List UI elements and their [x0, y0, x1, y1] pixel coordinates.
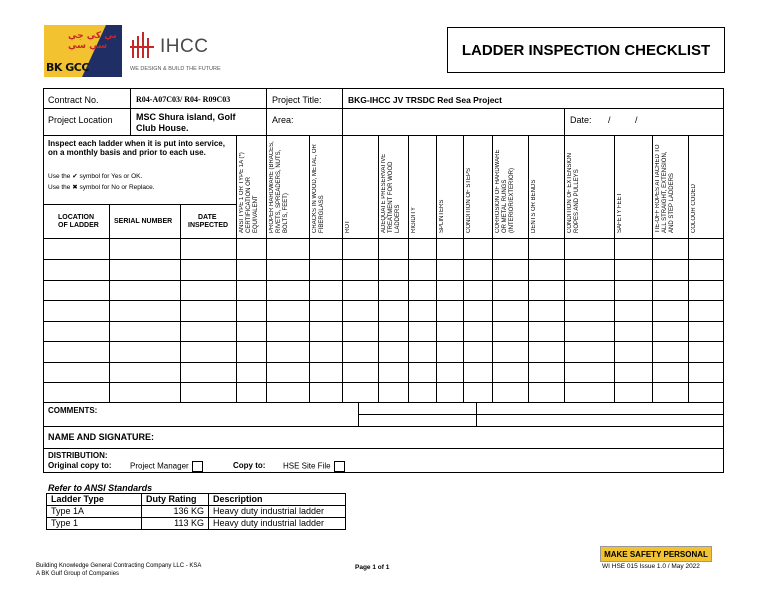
safety-slogan: MAKE SAFETY PERSONAL: [600, 546, 712, 562]
ansi-table: [46, 493, 346, 530]
col-header-vertical: DENTS OR BENDS: [531, 179, 537, 233]
instruction-line-2: on a monthly basis and prior to each use.: [48, 148, 206, 157]
contract-value: R04-A07C03/ R04- R09C03: [136, 95, 231, 104]
date-label: Date:: [570, 115, 592, 125]
grid-column-line: [180, 204, 181, 402]
col-header-vertical: PROPER HARDWARE (BRACES, RIVETS, SPREADERS, NUTS, BOLTS, FEET): [269, 141, 289, 233]
bk-gcc-logo: [44, 25, 122, 77]
ansi-header-description: Description: [209, 494, 346, 506]
doc-reference: WI HSE 015 Issue 1.0 / May 2022: [602, 563, 700, 570]
hse-site-file-option: [283, 461, 345, 472]
date-sep-1: /: [608, 115, 611, 125]
name-signature-label: NAME AND SIGNATURE:: [48, 432, 154, 442]
company-line-1: Building Knowledge General Contracting Company LLC - KSA: [36, 563, 202, 569]
col-header-vertical: ANSI TYPE 1 OR TYPE 1A (*) CERTIFICATION OR EQUIVALENT: [239, 152, 259, 233]
copy-to-label: Copy to:: [233, 461, 266, 470]
col-date-1: DATE: [198, 214, 217, 221]
bk-logo-text: BK GCC: [46, 61, 89, 74]
ansi-header-duty: Duty Rating: [142, 494, 209, 506]
col-header-vertical: ADEQUATE PRESERVATIVE TREATMENT FOR WOOD LADDERS: [381, 153, 401, 233]
original-copy-label: Original copy to:: [48, 461, 112, 470]
project-location-value-2: Club House.: [136, 123, 189, 133]
company-line-2: A BK Gulf Group of Companies: [36, 571, 120, 577]
ansi-cell: Type 1: [47, 518, 142, 530]
ansi-cell: Heavy duty industrial ladder: [209, 506, 346, 518]
col-header-vertical: CORROSION OF HARDWARE OR METAL RUNGS (INTERIOR/EXTERIOR): [495, 149, 515, 233]
col-header-vertical: TIE-OFF ROPES ATTACHED TO ALL STRAIGHT, EXTENSION, AND STEP LADDERS: [655, 144, 675, 233]
ihcc-mark-icon: [130, 32, 156, 62]
bk-logo-arabic: بي كي جي سي سي: [68, 31, 117, 51]
col-date-2: INSPECTED: [188, 222, 229, 229]
ansi-cell: 113 KG: [142, 518, 209, 530]
col-header-vertical: CRACKS IN WOOD, METAL, OR FIBERGLASS: [312, 144, 325, 233]
project-location-label: Project Location: [48, 115, 113, 125]
col-header-vertical: RIGIDITY: [411, 206, 417, 233]
page-number: Page 1 of 1: [355, 564, 390, 571]
hse-site-file-label: HSE Site File: [283, 461, 331, 471]
grid-row-line: [43, 362, 724, 363]
col-header-vertical: COLOUR CODED: [691, 183, 697, 233]
ansi-title: Refer to ANSI Standards: [48, 483, 153, 493]
ansi-cell: Heavy duty industrial ladder: [209, 518, 346, 530]
page-title: LADDER INSPECTION CHECKLIST: [447, 27, 725, 73]
grid-row-line: [43, 382, 724, 383]
table-row: [47, 506, 346, 518]
ihcc-word: IHCC: [160, 36, 209, 57]
ansi-header-row: [47, 494, 346, 506]
ansi-header-type: Ladder Type: [47, 494, 142, 506]
col-header-vertical: CONDITION OF STEPS: [466, 167, 472, 233]
distribution-label: DISTRIBUTION:: [48, 451, 108, 460]
ihcc-logo: [128, 30, 228, 76]
grid-row-line: [43, 341, 724, 342]
col-serial: SERIAL NUMBER: [114, 218, 173, 225]
col-header-vertical: SAFETY FEET: [617, 192, 623, 233]
col-location-2: OF LADDER: [58, 222, 99, 229]
grid-row-line: [43, 280, 724, 281]
area-label: Area:: [272, 115, 294, 125]
grid-row-line: [43, 300, 724, 301]
instruction-no: Use the ✖ symbol for No or Replace.: [48, 184, 155, 191]
project-manager-label: Project Manager: [130, 461, 189, 471]
date-sep-2: /: [635, 115, 638, 125]
ihcc-tagline: WE DESIGN & BUILD THE FUTURE: [130, 66, 221, 72]
instruction-line-1: Inspect each ladder when it is put into service,: [48, 139, 225, 148]
col-header-vertical: ROT: [345, 220, 351, 233]
grid-row-line: [43, 259, 724, 260]
col-location-1: LOCATION: [58, 214, 95, 221]
table-row: [47, 518, 346, 530]
instruction-yes: Use the ✔ symbol for Yes or OK.: [48, 173, 143, 180]
col-header-vertical: CONDITION OF EXTENSION ROPES AND PULLEYS: [567, 152, 580, 233]
project-location-value-1: MSC Shura island, Golf: [136, 112, 236, 122]
ansi-cell: Type 1A: [47, 506, 142, 518]
grid-row-line: [43, 321, 724, 322]
project-title-value: BKG-IHCC JV TRSDC Red Sea Project: [348, 95, 502, 105]
grid-column-line: [109, 204, 110, 402]
ansi-cell: 136 KG: [142, 506, 209, 518]
project-manager-checkbox[interactable]: [192, 461, 203, 472]
contract-label: Contract No.: [48, 95, 99, 105]
hse-site-file-checkbox[interactable]: [334, 461, 345, 472]
col-header-vertical: SPLINTERS: [439, 199, 445, 233]
project-manager-option: [130, 461, 203, 472]
comments-label: COMMENTS:: [48, 406, 98, 415]
project-title-label: Project Title:: [272, 95, 322, 105]
